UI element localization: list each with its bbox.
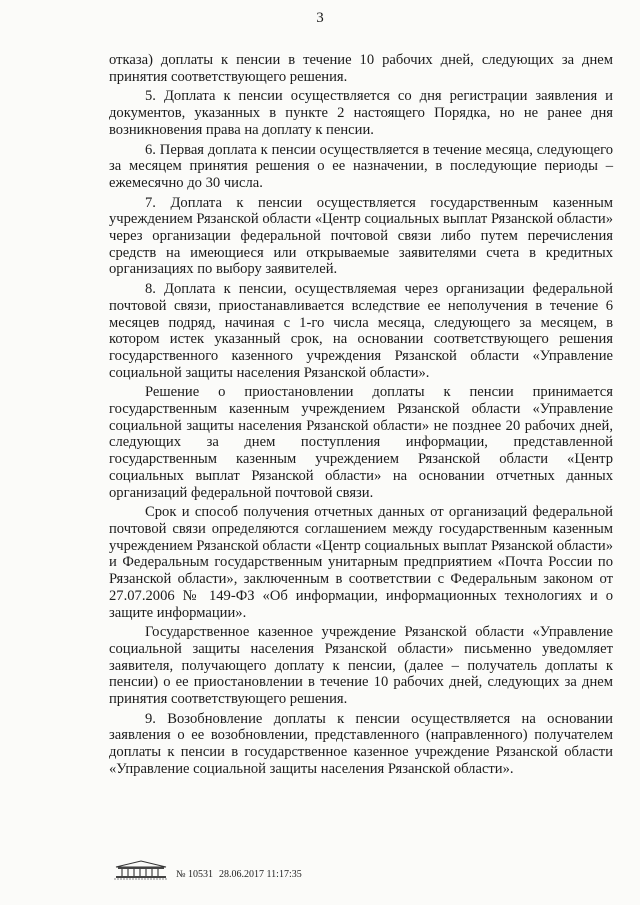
- page-number: 3: [316, 10, 324, 26]
- paragraph-item-6: 6. Первая доплата к пенсии осуществляется в течение месяца, следующего за месяцем принятия решения о ее назначении, в последующие периоды – ежемесячно до 30 числа.: [109, 141, 613, 191]
- paragraph-suspension-decision: Решение о приостановлении доплаты к пенсии принимается государственным казенным учреждением Рязанской области «Управление социальной защиты населения Рязанской области» не позднее 20 рабочих дней, следующих за днем поступления информации, представленной государственным казенным учреждением Рязанской области «Центр социальных выплат Рязанской области» на основании отчетных данных организаций федеральной почтовой связи.: [109, 384, 613, 501]
- paragraph-item-8: 8. Доплата к пенсии, осуществляемая через организации федеральной почтовой связи, приостанавливается вследствие ее неполучения в течение 6 месяцев подряд, начиная с 1-го числа месяца, следующего за месяцем, в котором истек указанный срок, на основании соответствующего решения государственного казенного учреждения Рязанской области «Управление социальной защиты населения Рязанской области».: [109, 281, 613, 381]
- paragraph-item-9: 9. Возобновление доплаты к пенсии осуществляется на основании заявления о ее возобновлении, представленного (направленного) получателем доплаты к пенсии в государственное казенное учреждение Рязанской области «Управление социальной защиты населения Рязанской области».: [109, 710, 613, 777]
- paragraph-notification: Государственное казенное учреждение Рязанской области «Управление социальной защиты населения Рязанской области» письменно уведомляет заявителя, получающего доплату к пенсии, (далее – получатель доплаты к пенсии) о ее приостановлении в течение 10 рабочих дней, следующих за днем принятия соответствующего решения.: [109, 624, 613, 708]
- registration-timestamp: 28.06.2017 11:17:35: [219, 869, 302, 880]
- document-body: [109, 52, 613, 781]
- paragraph-continuation: отказа) доплаты к пенсии в течение 10 рабочих дней, следующих за днем принятия соответствующего решения.: [109, 52, 613, 85]
- building-stamp-icon: [112, 860, 170, 880]
- registration-number: № 10531: [176, 869, 214, 880]
- paragraph-item-5: 5. Доплата к пенсии осуществляется со дня регистрации заявления и документов, указанных в пункте 2 настоящего Порядка, но не ранее дня возникновения права на доплату к пенсии.: [109, 88, 613, 138]
- document-footer: [112, 858, 302, 880]
- paragraph-reporting-terms: Срок и способ получения отчетных данных от организаций федеральной почтовой связи определяются соглашением между государственным казенным учреждением Рязанской области «Центр социальных выплат Рязанской области» и Федеральным государственным унитарным предприятием «Почта России по Рязанской области», заключенным в соответствии с Федеральным законом от 27.07.2006 № 149-ФЗ «Об информации, информационных технологиях и о защите информации».: [109, 504, 613, 621]
- paragraph-item-7: 7. Доплата к пенсии осуществляется государственным казенным учреждением Рязанской области «Центр социальных выплат Рязанской области» через организации федеральной почтовой связи либо путем перечисления средств на имеющиеся или открываемые заявителями счета в кредитных организациях по выбору заявителей.: [109, 194, 613, 278]
